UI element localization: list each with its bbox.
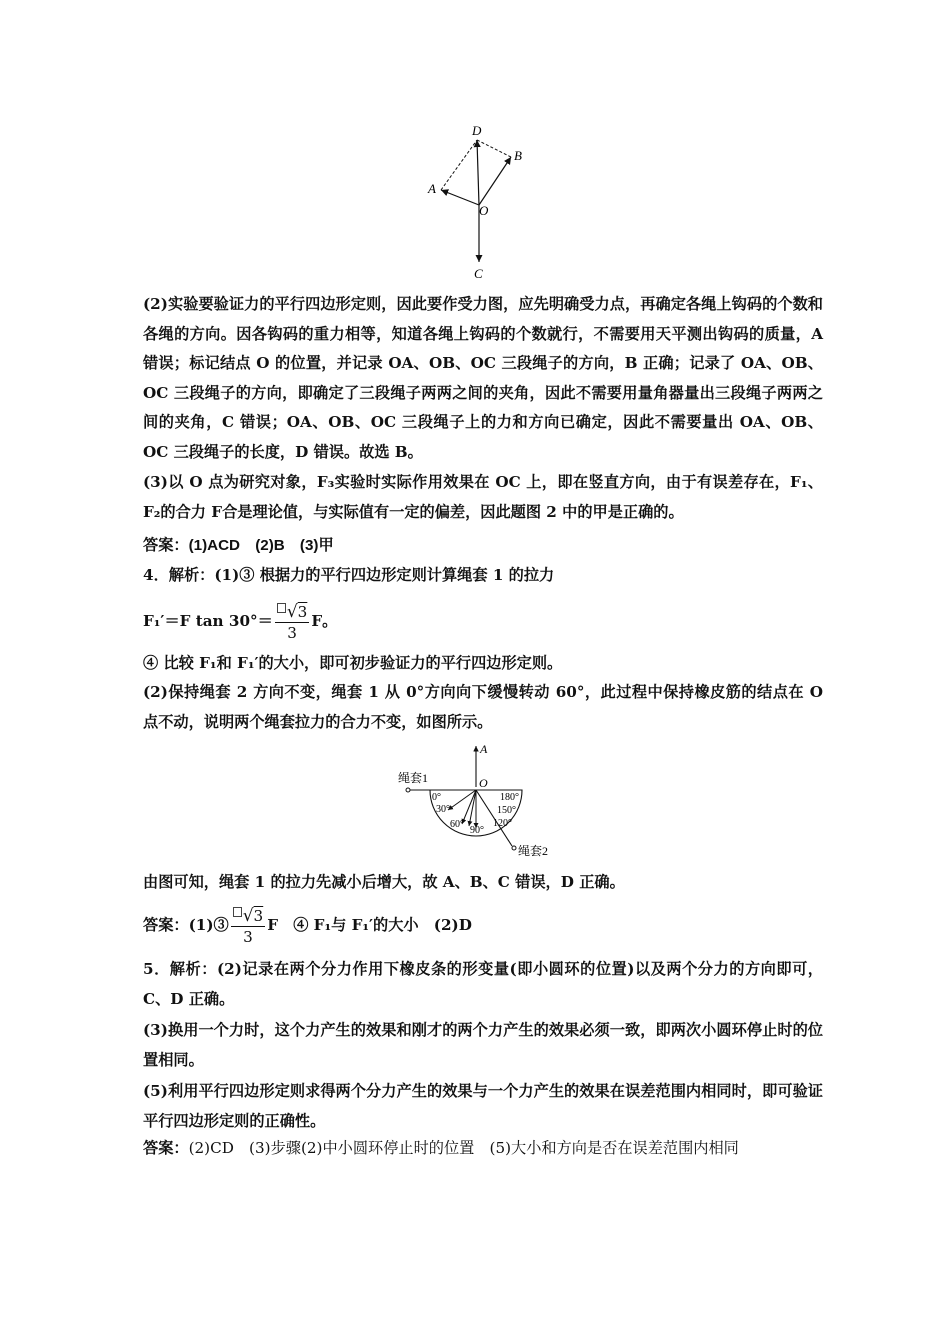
force-parallelogram-figure xyxy=(420,120,530,285)
section4-intro: 4．解析：(1)③ 根据力的平行四边形定则计算绳套 1 的拉力 xyxy=(143,566,555,584)
ray-mid xyxy=(469,790,476,826)
section5-paragraph5: (5)利用平行四边形定则求得两个分力产生的效果与一个力产生的效果在误差范围内相同时，即可验证平行四边形定则的正确性。 xyxy=(143,1082,823,1130)
label-d: D xyxy=(472,123,482,138)
dashed-ad xyxy=(441,140,477,190)
label-rope2: 绳套2 xyxy=(518,844,549,858)
frac-root: 3 xyxy=(297,602,308,621)
rope-angle-figure xyxy=(390,742,570,864)
answer-text: (1)ACD (2)B (3)甲 xyxy=(188,537,334,554)
section4-step4: ④ 比较 F₁和 F₁′的大小，即可初步验证力的平行四边形定则。 xyxy=(143,654,563,672)
label-deg90: 90° xyxy=(470,825,484,836)
label-deg180: 180° xyxy=(500,792,519,803)
answer-label: 答案： xyxy=(143,916,189,934)
answer-part1: (1)③ xyxy=(188,916,229,934)
formula-f1-prime xyxy=(143,598,337,644)
section4-paragraph2: (2)保持绳套 2 方向不变，绳套 1 从 0°方向向下缓慢转动 60°，此过程中保持橡皮筋的结点在 O 点不动，说明两个绳套拉力的合力不变，如图所示。 xyxy=(143,683,823,731)
answer-text: (2)CD (3)步骤(2)中小圆环停止时的位置 (5)大小和方向是否在误差范围内相同 xyxy=(188,1139,739,1157)
section5-paragraph2: 5．解析：(2)记录在两个分力作用下橡皮条的形变量(即小圆环的位置)以及两个分力的方向即可，C、D 正确。 xyxy=(143,960,823,1008)
section5-paragraph3: (3)换用一个力时，这个力产生的效果和刚才的两个力产生的效果必须一致，即两次小圆环停止时的位置相同。 xyxy=(143,1021,823,1069)
line-oa xyxy=(441,190,479,205)
root3-over-3-fraction: $\frac{√3}{3}$ xyxy=(275,602,310,643)
answer-label: 答案： xyxy=(143,1139,189,1157)
label-deg0: 0° xyxy=(432,792,441,803)
rope1-end xyxy=(406,788,410,792)
answer-label: 答案： xyxy=(143,536,189,554)
section5-answer xyxy=(143,1136,739,1160)
formula-right: F。 xyxy=(311,612,338,630)
label-rope1: 绳套1 xyxy=(398,771,429,785)
rope2-end xyxy=(512,846,516,850)
section4-answer xyxy=(143,902,472,948)
label-c: C xyxy=(474,266,483,281)
frac-den: 3 xyxy=(287,623,297,642)
label-a: A xyxy=(428,181,436,196)
answer-frac-den: 3 xyxy=(243,927,253,946)
label-deg120: 120° xyxy=(493,818,512,829)
label-o: O xyxy=(479,776,488,790)
answer-part2: F ④ F₁与 F₁′的大小 (2)D xyxy=(267,916,472,934)
label-o: O xyxy=(479,203,489,218)
label-a: A xyxy=(480,742,488,756)
section3-answer xyxy=(143,533,334,558)
label-deg30: 30° xyxy=(436,804,450,815)
section3-paragraph3: (3)以 O 点为研究对象，F₃实验时实际作用效果在 OC 上，即在竖直方向，由于有误差存在，F₁、F₂的合力 F合是理论值，与实际值有一定的偏差，因此题图 2 中的甲是正确的。 xyxy=(143,473,823,521)
section3-paragraph2: (2)实验要验证力的平行四边形定则，因此要作受力图，应先明确受力点，再确定各绳上钩码的个数和各绳的方向。因各钩码的重力相等，知道各绳上钩码的个数就行，不需要用天平测出钩码的质量，A 错误；标记结点 O 的位置，并记录 OA、OB、OC 三段绳子的方向，B 正确；记录了 OA、OB、OC 三段绳子的方向，即确定了三段绳子两两之间的夹角，因此不需要用量角器量出三段绳子两两之间的夹角，C 错误；OA、OB、OC 三段绳子上的力和方向已确定，因此不需要量出 OA、OB、OC 三段绳子的长度，D 错误。故选 B。 xyxy=(143,295,823,461)
label-deg60: 60° xyxy=(450,819,464,830)
label-b: B xyxy=(514,148,522,163)
answer-fraction: $\frac{√3}{3}$ xyxy=(231,906,266,947)
line-od xyxy=(477,140,479,205)
label-deg150: 150° xyxy=(497,805,516,816)
formula-left: F₁′＝F tan 30°＝ xyxy=(143,612,273,630)
dashed-bd xyxy=(477,140,511,157)
answer-frac-root: 3 xyxy=(253,906,264,925)
line-ob xyxy=(479,157,511,205)
section4-conclusion: 由图可知，绳套 1 的拉力先减小后增大，故 A、B、C 错误，D 正确。 xyxy=(143,873,625,891)
